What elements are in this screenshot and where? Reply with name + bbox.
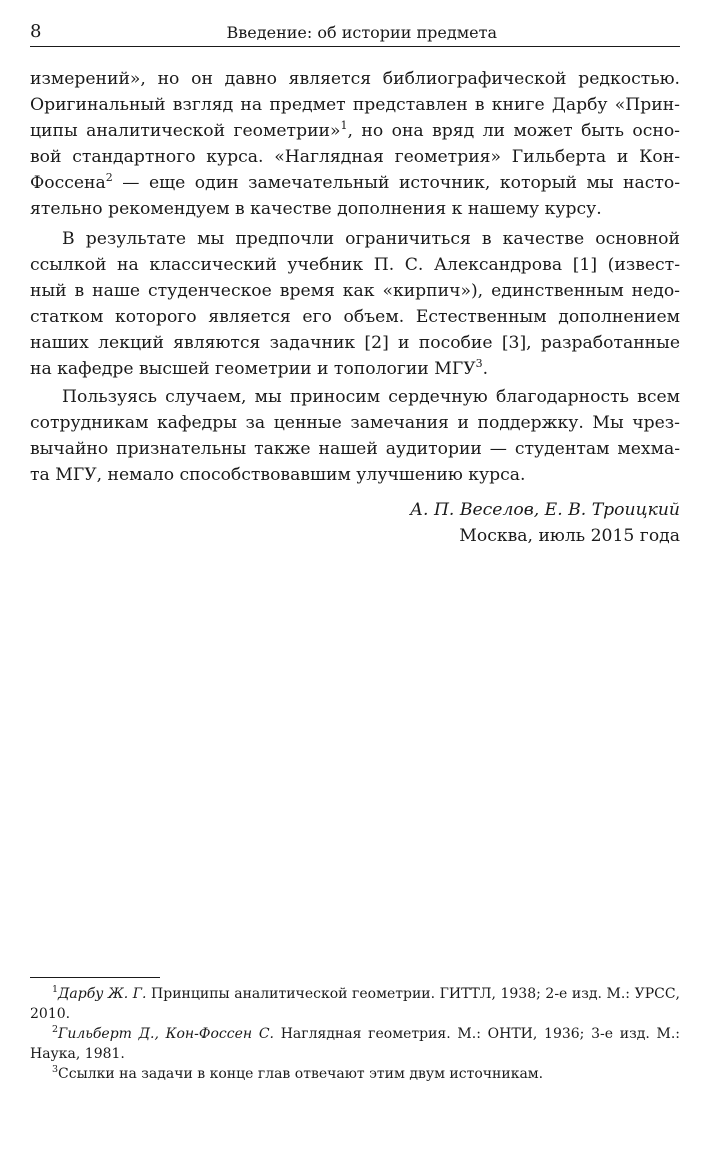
paragraph-1-line: ятельно рекомендуем в качестве дополнения к нашему курсу.: [30, 199, 602, 219]
running-title: Введение: об истории предмета: [226, 23, 497, 42]
footnote-1-continued: 2010.: [30, 1006, 71, 1022]
footnote-text: Принципы аналитической геометрии. ГИТТЛ, 1938; 2-е изд. М.: УРСС,: [146, 986, 680, 1002]
paragraph-1-line: Оригинальный взгляд на предмет представлен в книге Дарбу «Прин-: [30, 95, 680, 115]
paragraph-2-line: ссылкой на классический учебник П. С. Александрова [1] (извест-: [30, 255, 680, 275]
paragraph-2-line: ный в наше студенческое время как «кирпич»), единственным недо-: [30, 281, 680, 301]
paragraph-1-line: измерений», но он давно является библиографической редкостью.: [30, 69, 680, 89]
paragraph-3-line: вычайно признательны также нашей аудитории — студентам мехма-: [30, 439, 680, 459]
page-number: 8: [30, 21, 42, 42]
paragraph-1-line: [30, 170, 680, 196]
footnote-mark: 3: [52, 1064, 59, 1075]
footnote-2-continued: Наука, 1981.: [30, 1046, 125, 1062]
footnote-author: Гильберт Д., Кон-Фоссен С.: [58, 1026, 274, 1042]
paragraph-3-line: Пользуясь случаем, мы приносим сердечную благодарность всем: [62, 387, 680, 407]
footnote-2: [30, 1024, 680, 1044]
signature-authors: А. П. Веселов, Е. В. Троицкий: [410, 500, 680, 520]
footnote-author: Дарбу Ж. Г.: [58, 986, 147, 1002]
text-fragment: .: [482, 359, 489, 379]
paragraph-3-line: та МГУ, немало способствовавшим улучшению курса.: [30, 465, 526, 485]
footnote-divider: [30, 977, 160, 978]
text-fragment: Фоссена: [30, 173, 106, 193]
footnote-mark: 1: [52, 984, 59, 995]
paragraph-2-line: статком которого является его объем. Естественным дополнением: [30, 307, 680, 327]
footnote-ref-2[interactable]: 2: [105, 171, 113, 184]
text-fragment: — еще один замечательный источник, который мы насто-: [112, 173, 680, 193]
footnote-ref-3[interactable]: 3: [475, 357, 483, 370]
running-header: [30, 20, 680, 47]
footnote-text: Наглядная геометрия. М.: ОНТИ, 1936; 3-е изд. М.:: [273, 1026, 680, 1042]
paragraph-2-line: [30, 356, 680, 382]
signature-place-date: Москва, июль 2015 года: [459, 526, 680, 546]
footnote-mark: 2: [52, 1024, 59, 1035]
footnote-1: [30, 984, 680, 1004]
text-fragment: ципы аналитической геометрии»: [30, 121, 341, 141]
paragraph-3-line: сотрудникам кафедры за ценные замечания и поддержку. Мы чрез-: [30, 413, 680, 433]
footnote-3: [30, 1064, 680, 1084]
paragraph-2-line: В результате мы предпочли ограничиться в качестве основной: [62, 229, 680, 249]
footnote-ref-1[interactable]: 1: [340, 119, 348, 132]
text-fragment: , но она вряд ли может быть осно-: [347, 121, 680, 141]
footnote-text: Ссылки на задачи в конце глав отвечают этим двум источникам.: [58, 1066, 544, 1082]
paragraph-1-line: вой стандартного курса. «Наглядная геометрия» Гильберта и Кон-: [30, 147, 680, 167]
text-fragment: на кафедре высшей геометрии и топологии МГУ: [30, 359, 476, 379]
paragraph-1-line: [30, 118, 680, 144]
paragraph-2-line: наших лекций являются задачник [2] и пособие [3], разработанные: [30, 333, 680, 353]
